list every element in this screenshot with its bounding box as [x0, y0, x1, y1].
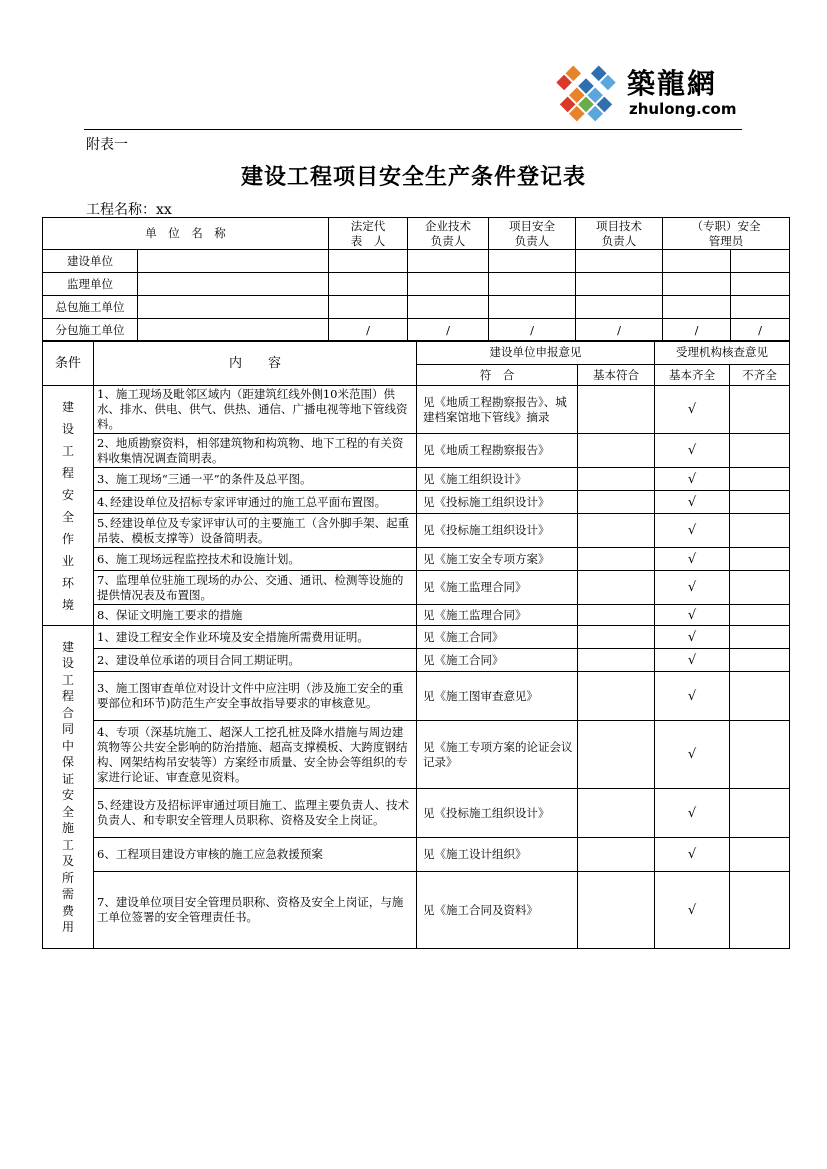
condition-content: 3、施工图审查单位对设计文件中应注明（涉及施工安全的重要部位和环节)防范生产安全事故指导要求的审核意见。 [94, 672, 417, 721]
incomplete-cell [730, 548, 790, 571]
basic-conform-cell [578, 434, 655, 468]
basic-conform-cell [578, 491, 655, 514]
condition-category [43, 626, 94, 949]
check-mark: √ [655, 789, 730, 838]
condition-row [43, 789, 790, 838]
check-mark: √ [655, 605, 730, 626]
category-char: 业 [61, 553, 74, 568]
unit-cell [731, 296, 790, 319]
condition-content: 4､经建设单位及招标专家评审通过的施工总平面布置图。 [94, 491, 417, 514]
check-mark: √ [655, 721, 730, 789]
unit-cell [663, 296, 731, 319]
condition-evidence: 见《投标施工组织设计》 [417, 789, 578, 838]
unit-label: 总包施工单位 [43, 296, 138, 319]
header-legal-rep: 法定代 表 人 [329, 218, 408, 250]
unit-cell: / [408, 319, 489, 342]
basic-conform-cell [578, 626, 655, 649]
unit-label: 监理单位 [43, 273, 138, 296]
unit-rows [43, 250, 790, 342]
check-mark: √ [655, 548, 730, 571]
category-char: 作 [61, 531, 74, 546]
category-char: 环 [61, 575, 74, 590]
header-builder-opinion: 建设单位申报意见 [417, 341, 655, 365]
header-project-tech: 项目技术 负责人 [576, 218, 663, 250]
header-incomplete: 不齐全 [730, 365, 790, 386]
category-char: 证 [61, 771, 74, 786]
unit-cell [731, 250, 790, 273]
unit-cell: / [663, 319, 731, 342]
category-char: 建 [61, 399, 74, 414]
unit-label: 分包施工单位 [43, 319, 138, 342]
condition-row [43, 468, 790, 491]
unit-cell [489, 296, 576, 319]
category-char: 施 [61, 821, 74, 835]
logo-english-text: zhulong.com [629, 100, 737, 118]
basic-conform-cell [578, 672, 655, 721]
basic-conform-cell [578, 571, 655, 605]
unit-cell [576, 250, 663, 273]
header-rule [84, 129, 742, 130]
condition-content: 2、建设单位承诺的项目合同工期证明。 [94, 649, 417, 672]
unit-name-cell [138, 273, 329, 296]
basic-conform-cell [578, 605, 655, 626]
unit-cell [576, 273, 663, 296]
category-char: 工 [61, 837, 74, 852]
unit-row [43, 319, 790, 342]
category-char: 程 [61, 465, 74, 480]
condition-evidence: 见《施工设计组织》 [417, 838, 578, 872]
category-char: 保 [61, 755, 74, 769]
condition-row [43, 605, 790, 626]
category-char: 需 [61, 887, 74, 901]
unit-label: 建设单位 [43, 250, 138, 273]
unit-cell: / [489, 319, 576, 342]
check-mark: √ [655, 672, 730, 721]
check-mark: √ [655, 386, 730, 434]
unit-cell [408, 273, 489, 296]
category-char: 合 [61, 705, 74, 720]
incomplete-cell [730, 721, 790, 789]
condition-rows [43, 386, 790, 949]
category-char: 全 [61, 509, 74, 524]
check-mark: √ [655, 491, 730, 514]
check-mark: √ [655, 514, 730, 548]
unit-cell: / [329, 319, 408, 342]
category-char: 费 [61, 903, 74, 918]
condition-content: 1、施工现场及毗邻区域内（距建筑红线外侧10米范围）供水、排水、供电、供气、供热、通信、广播电视等地下管线资料。 [94, 386, 417, 434]
check-mark: √ [655, 626, 730, 649]
zhulong-logo [553, 58, 743, 124]
unit-cell [663, 273, 731, 296]
unit-cell [489, 273, 576, 296]
condition-row [43, 571, 790, 605]
condition-row [43, 434, 790, 468]
category-char: 及 [61, 854, 74, 868]
condition-row [43, 386, 790, 434]
header-conform: 符 合 [417, 365, 578, 386]
condition-content: 5､经建设单位及专家评审认可的主要施工（含外脚手架、起重吊装、模板支撑等）设备简明表。 [94, 514, 417, 548]
basic-conform-cell [578, 548, 655, 571]
condition-row [43, 514, 790, 548]
category-char: 全 [61, 804, 74, 819]
condition-content: 1、建设工程安全作业环境及安全措施所需费用证明。 [94, 626, 417, 649]
incomplete-cell [730, 605, 790, 626]
incomplete-cell [730, 434, 790, 468]
unit-cell [329, 296, 408, 319]
condition-evidence: 见《施工组织设计》 [417, 468, 578, 491]
condition-category [43, 386, 94, 626]
condition-evidence: 见《施工安全专项方案》 [417, 548, 578, 571]
incomplete-cell [730, 491, 790, 514]
condition-content: 2、地质勘察资料，相邻建筑物和构筑物、地下工程的有关资料收集情况调查简明表。 [94, 434, 417, 468]
condition-row [43, 872, 790, 949]
check-mark: √ [655, 872, 730, 949]
category-char: 设 [61, 656, 74, 670]
condition-evidence: 见《施工图审查意见》 [417, 672, 578, 721]
unit-cell [329, 273, 408, 296]
condition-content: 6、工程项目建设方审核的施工应急救援预案 [94, 838, 417, 872]
header-safety-manager: （专职）安全 管理员 [663, 218, 790, 250]
unit-row [43, 250, 790, 273]
incomplete-cell [730, 838, 790, 872]
check-mark: √ [655, 649, 730, 672]
category-char: 工 [61, 443, 74, 458]
basic-conform-cell [578, 468, 655, 491]
header-condition: 条件 [43, 341, 94, 386]
condition-content: 5､经建设方及招标评审通过项目施工、监理主要负责人、技术负责人、和专职安全管理人员职称、资格及安全上岗证。 [94, 789, 417, 838]
header-review-opinion: 受理机构核查意见 [655, 341, 790, 365]
condition-content: 7、监理单位驻施工现场的办公、交通、通讯、检测等设施的提供情况表及布置图。 [94, 571, 417, 605]
check-mark: √ [655, 571, 730, 605]
header-unit-name: 单 位 名 称 [43, 218, 329, 250]
condition-evidence: 见《地质工程勘察报告》 [417, 434, 578, 468]
category-char: 安 [61, 788, 74, 802]
unit-cell: / [576, 319, 663, 342]
unit-cell [731, 273, 790, 296]
unit-name-cell [138, 296, 329, 319]
header-tech-head: 企业技术 负责人 [408, 218, 489, 250]
zhulong-emblem-icon [553, 58, 619, 124]
unit-cell [576, 296, 663, 319]
incomplete-cell [730, 386, 790, 434]
condition-row [43, 672, 790, 721]
condition-content: 6、施工现场远程监控技术和设施计划。 [94, 548, 417, 571]
header-basic-complete: 基本齐全 [655, 365, 730, 386]
category-char: 所 [61, 870, 74, 885]
incomplete-cell [730, 514, 790, 548]
category-char: 境 [61, 597, 74, 612]
condition-evidence: 见《施工合同及资料》 [417, 872, 578, 949]
category-char: 安 [61, 487, 74, 502]
condition-row [43, 838, 790, 872]
incomplete-cell [730, 872, 790, 949]
appendix-label: 附表一 [86, 137, 128, 153]
unit-name-cell [138, 319, 329, 342]
unit-row [43, 273, 790, 296]
unit-cell: / [731, 319, 790, 342]
page-title: 建设工程项目安全生产条件登记表 [240, 164, 586, 190]
unit-row [43, 296, 790, 319]
condition-evidence: 见《施工监理合同》 [417, 605, 578, 626]
unit-cell [489, 250, 576, 273]
category-char: 设 [61, 421, 74, 436]
check-mark: √ [655, 838, 730, 872]
condition-row [43, 649, 790, 672]
incomplete-cell [730, 626, 790, 649]
unit-cell [663, 250, 731, 273]
header-safety-head: 项目安全 负责人 [489, 218, 576, 250]
basic-conform-cell [578, 721, 655, 789]
basic-conform-cell [578, 649, 655, 672]
conditions-table [42, 340, 790, 949]
category-char: 工 [61, 672, 74, 687]
incomplete-cell [730, 672, 790, 721]
condition-evidence: 见《施工监理合同》 [417, 571, 578, 605]
condition-evidence: 见《施工合同》 [417, 649, 578, 672]
unit-cell [408, 296, 489, 319]
project-name: 工程名称：xx [86, 202, 172, 218]
unit-name-cell [138, 250, 329, 273]
condition-row [43, 491, 790, 514]
condition-content: 7、建设单位项目安全管理员职称、资格及安全上岗证，与施工单位签署的安全管理责任书。 [94, 872, 417, 949]
logo-chinese-text: 築龍網 [627, 67, 718, 100]
condition-evidence: 见《施工合同》 [417, 626, 578, 649]
condition-evidence: 见《投标施工组织设计》 [417, 491, 578, 514]
condition-evidence: 见《投标施工组织设计》 [417, 514, 578, 548]
category-char: 同 [61, 722, 74, 736]
check-mark: √ [655, 434, 730, 468]
condition-evidence: 见《施工专项方案的论证会议记录》 [417, 721, 578, 789]
basic-conform-cell [578, 872, 655, 949]
basic-conform-cell [578, 789, 655, 838]
condition-row [43, 548, 790, 571]
header-content: 内 容 [94, 341, 417, 386]
condition-evidence: 见《地质工程勘察报告》、城建档案馆地下管线》摘录 [417, 386, 578, 434]
basic-conform-cell [578, 386, 655, 434]
category-char: 中 [61, 738, 74, 753]
units-table [42, 217, 790, 342]
incomplete-cell [730, 571, 790, 605]
condition-row [43, 626, 790, 649]
basic-conform-cell [578, 514, 655, 548]
incomplete-cell [730, 649, 790, 672]
incomplete-cell [730, 468, 790, 491]
unit-cell [408, 250, 489, 273]
category-char: 程 [61, 689, 74, 703]
check-mark: √ [655, 468, 730, 491]
incomplete-cell [730, 789, 790, 838]
basic-conform-cell [578, 838, 655, 872]
unit-cell [329, 250, 408, 273]
condition-content: 3、施工现场“三通一平”的条件及总平图。 [94, 468, 417, 491]
condition-content: 4、专项（深基坑施工、超深人工挖孔桩及降水措施与周边建筑物等公共安全影响的防治措施、超高支撑模板、大跨度钢结构、网架结构吊安装等）方案经市质量、安全协会等组织的专家进行论证、审查意见资料。 [94, 721, 417, 789]
condition-row [43, 721, 790, 789]
header-basic-conform: 基本符合 [578, 365, 655, 386]
category-char: 建 [61, 639, 74, 654]
condition-content: 8、保证文明施工要求的措施 [94, 605, 417, 626]
category-char: 用 [61, 920, 74, 934]
